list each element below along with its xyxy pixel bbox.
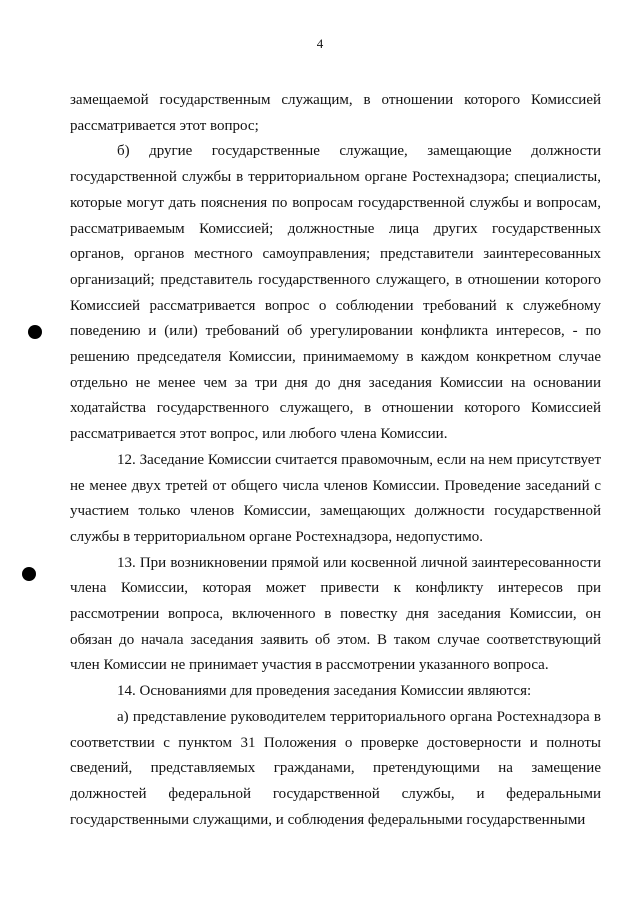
- paragraph-13: 13. При возникновении прямой или косвенной личной заинтересованности члена Комиссии, которая может привести к конфликту интересов при рассмотрении вопроса, включенного в повестку дня заседания Комиссии, он обязан до начала заседания заявить об этом. В таком случае соответствующий член Комиссии не принимает участия в рассмотрении указанного вопроса.: [70, 554, 601, 674]
- page-number: 4: [316, 36, 324, 51]
- punch-hole-mark: [22, 567, 36, 581]
- document-body: [70, 88, 601, 833]
- punch-hole-mark: [28, 325, 42, 339]
- paragraph-continuation: замещаемой государственным служащим, в отношении которого Комиссией рассматривается этот вопрос;: [70, 92, 601, 134]
- paragraph-12: 12. Заседание Комиссии считается правомочным, если на нем присутствует не менее двух третей от общего числа членов Комиссии. Проведение заседаний с участием только членов Комиссии, замещающих должности государственной службы в территориальном органе Ростехнадзора, недопустимо.: [70, 451, 601, 545]
- paragraph-14-item-a: а) представление руководителем территориального органа Ростехнадзора в соответствии с пунктом 31 Положения о проверке достоверности и полноты сведений, представляемых гражданами, претендующими на замещение должностей федеральной государственной службы, и федеральными государственными служащими, и соблюдения федеральными государственными: [70, 708, 601, 828]
- paragraph-14: 14. Основаниями для проведения заседания Комиссии являются:: [117, 683, 532, 700]
- paragraph-item-b: б) другие государственные служащие, замещающие должности государственной службы в территориальном органе Ростехнадзора; специалисты, которые могут дать пояснения по вопросам государственной службы и вопросам, рассматриваемым Комиссией; должностные лица других государственных органов, органов местного самоуправления; представители заинтересованных организаций; представитель государственного служащего, в отношении которого Комиссией рассматривается вопрос о соблюдении требований к служебному поведению и (или) требований об урегулировании конфликта интересов, - по решению председателя Комиссии, принимаемому в каждом конкретном случае отдельно не менее чем за три дня до дня заседания Комиссии на основании ходатайства государственного служащего, в отношении которого Комиссией рассматривается этот вопрос, или любого члена Комиссии.: [70, 143, 601, 443]
